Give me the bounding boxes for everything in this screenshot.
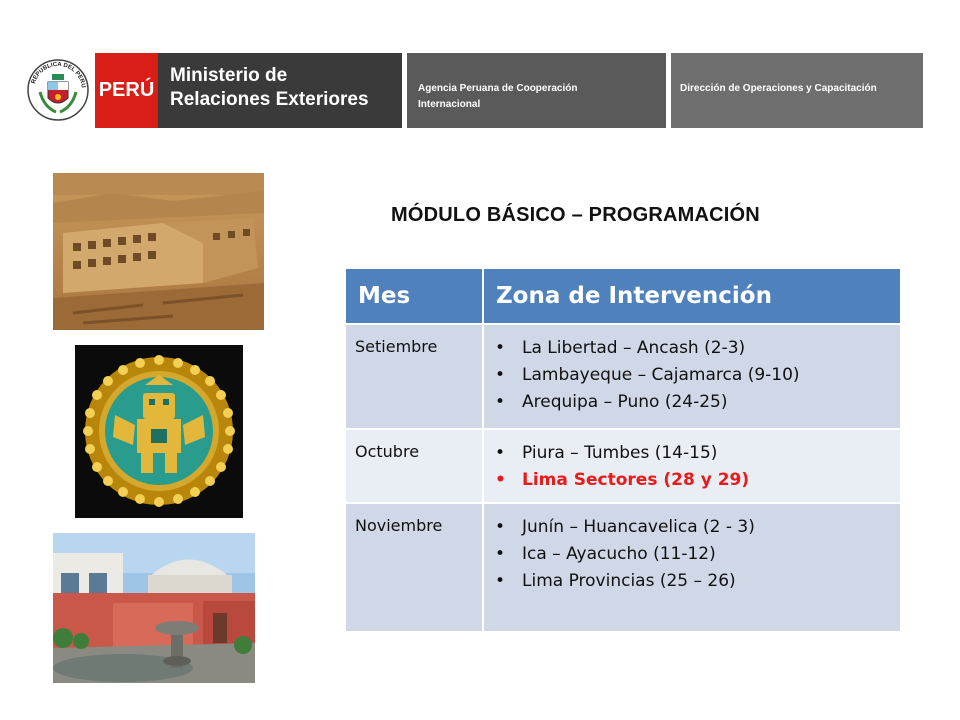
- table-row: [346, 503, 900, 631]
- table-row: [346, 324, 900, 429]
- zone-list: [484, 440, 900, 494]
- month-cell: Setiembre: [346, 324, 483, 429]
- zone-item-highlighted: • Lima Sectores (28 y 29): [522, 467, 900, 494]
- zone-cell: [483, 503, 900, 631]
- ministry-line-1: Ministerio de: [170, 65, 288, 86]
- month-cell: Noviembre: [346, 503, 483, 631]
- zone-list: [484, 335, 900, 416]
- zone-item: • La Libertad – Ancash (2-3): [522, 335, 900, 362]
- zone-list: [484, 514, 900, 595]
- header-banner: [0, 0, 960, 140]
- month-cell: Octubre: [346, 429, 483, 503]
- colonial-courtyard-photo: [53, 533, 255, 683]
- ministry-line-2: Relaciones Exteriores: [170, 89, 369, 110]
- agency-line-2: Internacional: [418, 99, 481, 110]
- agency-line-1: Agencia Peruana de Cooperación: [418, 83, 578, 94]
- coat-of-arms-icon: [26, 52, 90, 130]
- zone-item: • Lambayeque – Cajamarca (9-10): [522, 362, 900, 389]
- table-header-row: [346, 269, 900, 324]
- direction-label: Dirección de Operaciones y Capacitación: [680, 83, 877, 94]
- zone-item: • Arequipa – Puno (24-25): [522, 389, 900, 416]
- zone-cell: [483, 429, 900, 503]
- ministry-label-box: [158, 53, 402, 128]
- zone-item: • Ica – Ayacucho (11-12): [522, 541, 900, 568]
- adobe-ruins-photo: [53, 173, 264, 330]
- zone-item: • Piura – Tumbes (14-15): [522, 440, 900, 467]
- schedule-table: [346, 269, 900, 631]
- zone-cell: [483, 324, 900, 429]
- column-header-mes: Mes: [346, 269, 483, 324]
- country-label: PERÚ: [98, 79, 155, 101]
- column-header-zona: Zona de Intervención: [483, 269, 900, 324]
- direction-label-box: [671, 53, 923, 128]
- table-row: [346, 429, 900, 503]
- page-title: MÓDULO BÁSICO – PROGRAMACIÓN: [391, 204, 760, 226]
- seal-text: REPUBLICA DEL PERU: [30, 61, 86, 89]
- agency-label-box: [407, 53, 666, 128]
- peru-label-box: [95, 53, 158, 128]
- zone-item: • Lima Provincias (25 – 26): [522, 568, 900, 595]
- gold-turquoise-ornament-photo: [75, 345, 243, 518]
- zone-item: • Junín – Huancavelica (2 - 3): [522, 514, 900, 541]
